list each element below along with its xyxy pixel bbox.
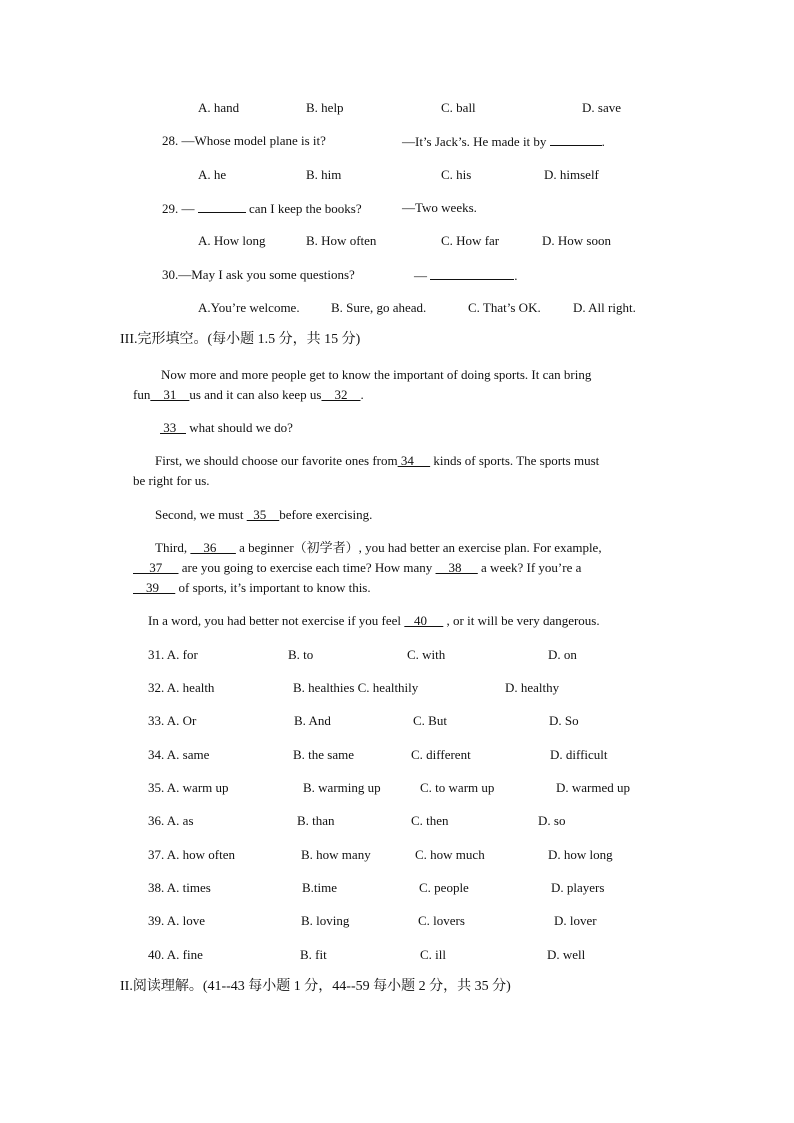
q38-option-c: C. people <box>419 880 469 895</box>
q28-reply-end: . <box>601 134 605 149</box>
q30-answer-blank <box>430 267 514 280</box>
passage-text: In a word, you had better not exercise if you feel <box>148 613 402 628</box>
passage-text: First, we should choose our favorite ones from <box>155 453 398 468</box>
q34-option-c: C. different <box>411 747 471 762</box>
passage-line-4 <box>155 453 599 469</box>
q28-option-a: A. he <box>198 167 227 182</box>
blank-34: 34 <box>397 453 431 468</box>
q28-reply-text: —It’s Jack’s. He made it by <box>402 134 547 149</box>
passage-line-9 <box>133 580 371 596</box>
q39-option-b: B. loving <box>301 913 350 928</box>
q39-option-a: 39. A. love <box>148 913 206 928</box>
q31-option-d: D. on <box>548 647 577 662</box>
q40-option-c: C. ill <box>420 947 447 962</box>
q29-option-d: D. How soon <box>542 233 611 248</box>
passage-text: of sports, it’s important to know this. <box>178 580 371 595</box>
passage-text: , or it will be very dangerous. <box>446 613 600 628</box>
q34-option-b: B. the same <box>293 747 355 762</box>
q30-option-a: A.You’re welcome. <box>198 300 300 315</box>
q27-option-c: C. ball <box>441 100 476 115</box>
passage-text: Second, we must <box>155 507 244 522</box>
q34-option-a: 34. A. same <box>148 747 210 762</box>
blank-35: 35 <box>246 507 280 522</box>
blank-38: 38 <box>435 560 478 575</box>
q29-number: 29. <box>162 201 179 216</box>
passage-text: us and it can also keep us <box>189 387 322 402</box>
q34-option-d: D. difficult <box>550 747 608 762</box>
q30-number: 30. <box>162 267 179 282</box>
passage-line-6 <box>155 507 372 523</box>
q30-stem <box>162 267 355 283</box>
q37-option-c: C. how much <box>415 847 485 862</box>
q40-option-a: 40. A. fine <box>148 947 203 962</box>
q39-option-d: D. lover <box>554 913 597 928</box>
passage-line-3 <box>160 420 293 436</box>
passage-text: before exercising. <box>279 507 373 522</box>
q37-option-b: B. how many <box>301 847 371 862</box>
q37-option-d: D. how long <box>548 847 613 862</box>
q32-option-d: D. healthy <box>505 680 560 695</box>
q38-option-d: D. players <box>551 880 605 895</box>
q30-question: —May I ask you some questions? <box>178 267 355 282</box>
q38-option-b: B.time <box>302 880 338 895</box>
q33-option-a: 33. A. Or <box>148 713 197 728</box>
q35-option-b: B. warming up <box>303 780 381 795</box>
section-2-title: II.阅读理解。(41--43 每小题 1 分，44--59 每小题 2 分，共 35 分) <box>120 979 511 994</box>
q29-option-a: A. How long <box>198 233 266 248</box>
passage-text: what should we do? <box>189 420 293 435</box>
passage-line-5: be right for us. <box>133 473 210 488</box>
passage-text: Third, <box>155 540 188 555</box>
q33-option-c: C. But <box>413 713 447 728</box>
q29-dash: — <box>181 201 195 216</box>
passage-line-1: Now more and more people get to know the important of doing sports. It can bring <box>161 367 592 382</box>
q32-option-a: 32. A. health <box>148 680 215 695</box>
q31-option-a: 31. A. for <box>148 647 198 662</box>
passage-text: a beginner（初学者）, you had better an exercise plan. For example, <box>239 540 602 555</box>
blank-36: 36 <box>190 540 236 555</box>
q29-option-c: C. How far <box>441 233 500 248</box>
q30-option-c: C. That’s OK. <box>468 300 541 315</box>
passage-text: a week? If you’re a <box>481 560 582 575</box>
q28-answer-blank <box>550 133 602 146</box>
q36-option-c: C. then <box>411 813 449 828</box>
passage-line-10 <box>148 613 600 629</box>
q31-option-c: C. with <box>407 647 446 662</box>
q28-reply <box>402 133 605 150</box>
q40-option-b: B. fit <box>300 947 327 962</box>
q30-dash: — <box>414 268 427 283</box>
q30-option-b: B. Sure, go ahead. <box>331 300 427 315</box>
q30-end: . <box>514 268 518 283</box>
q29-question: can I keep the books? <box>249 201 362 216</box>
q28-stem <box>162 133 326 149</box>
q35-option-d: D. warmed up <box>556 780 631 795</box>
passage-text: kinds of sports. The sports must <box>433 453 600 468</box>
blank-33: 33 <box>160 420 186 435</box>
q35-option-a: 35. A. warm up <box>148 780 229 795</box>
q32-option-bc: B. healthies C. healthily <box>293 680 419 695</box>
q36-option-d: D. so <box>538 813 566 828</box>
passage-text: are you going to exercise each time? How many <box>181 560 433 575</box>
q29-reply: —Two weeks. <box>402 200 477 215</box>
passage-text: . <box>360 387 364 402</box>
q39-option-c: C. lovers <box>418 913 465 928</box>
blank-37: 37 <box>133 560 179 575</box>
q27-option-d: D. save <box>582 100 621 115</box>
q28-option-d: D. himself <box>544 167 599 182</box>
section-3-title: III.完形填空。(每小题 1.5 分，共 15 分) <box>120 332 361 347</box>
q40-option-d: D. well <box>547 947 586 962</box>
passage-text: fun <box>133 387 151 402</box>
q27-option-a: A. hand <box>198 100 240 115</box>
q36-option-b: B. than <box>297 813 335 828</box>
q29-stem <box>162 200 362 217</box>
q29-answer-blank <box>198 200 246 213</box>
q30-option-d: D. All right. <box>573 300 636 315</box>
q29-option-b: B. How often <box>306 233 377 248</box>
blank-39: 39 <box>133 580 176 595</box>
passage-line-7 <box>155 540 602 556</box>
q28-question: —Whose model plane is it? <box>181 133 326 148</box>
passage-line-2 <box>133 387 364 403</box>
q36-option-a: 36. A. as <box>148 813 194 828</box>
q33-option-d: D. So <box>549 713 579 728</box>
q28-number: 28. <box>162 133 179 148</box>
q28-option-b: B. him <box>306 167 342 182</box>
q28-option-c: C. his <box>441 167 472 182</box>
blank-31: 31 <box>150 387 190 402</box>
passage-line-8 <box>133 560 581 576</box>
q38-option-a: 38. A. times <box>148 880 211 895</box>
q27-option-b: B. help <box>306 100 344 115</box>
blank-40: 40 <box>404 613 444 628</box>
q37-option-a: 37. A. how often <box>148 847 236 862</box>
q31-option-b: B. to <box>288 647 314 662</box>
q33-option-b: B. And <box>294 713 331 728</box>
q30-reply <box>414 267 518 284</box>
blank-32: 32 <box>321 387 361 402</box>
q35-option-c: C. to warm up <box>420 780 495 795</box>
